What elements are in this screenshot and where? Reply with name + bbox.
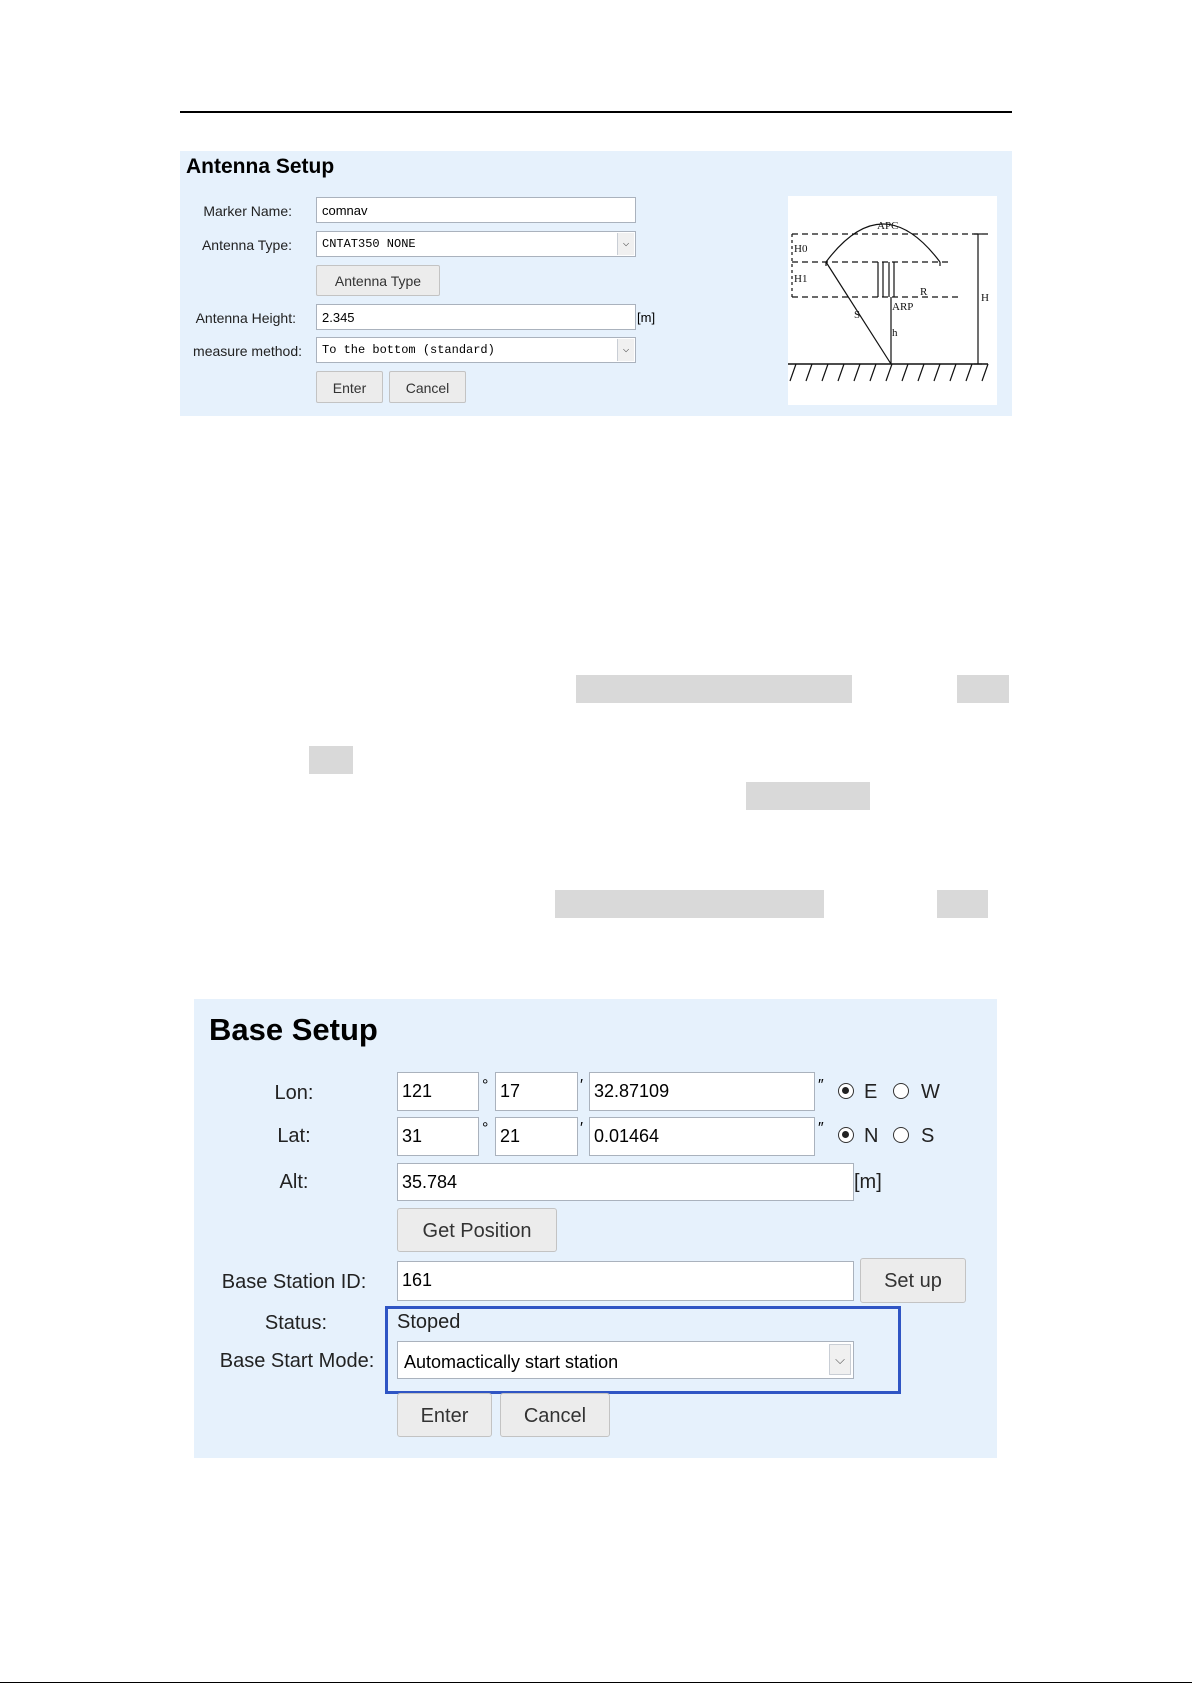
diagram-label-small-h: h xyxy=(892,327,898,339)
antenna-cancel-button[interactable]: Cancel xyxy=(389,371,466,403)
get-position-button[interactable]: Get Position xyxy=(397,1208,557,1252)
diagram-label-arp: ARP xyxy=(892,301,914,313)
base-start-mode-label: Base Start Mode: xyxy=(219,1350,375,1372)
redacted-text-block xyxy=(746,782,870,810)
base-station-id-input[interactable]: 161 xyxy=(397,1261,854,1301)
lon-degrees-input[interactable]: 121 xyxy=(397,1072,479,1111)
alt-unit: [m] xyxy=(854,1171,882,1193)
redacted-text-block xyxy=(957,675,1009,703)
lon-seconds-input[interactable]: 32.87109 xyxy=(589,1072,815,1111)
base-start-mode-value: Automactically start station xyxy=(404,1352,619,1372)
lon-east-label: E xyxy=(864,1081,878,1103)
diagram-label-apc: APC xyxy=(877,220,899,232)
diagram-label-big-h: H xyxy=(981,292,989,304)
lat-south-label: S xyxy=(921,1125,935,1147)
redacted-text-block xyxy=(309,746,353,774)
measure-method-label: measure method: xyxy=(193,343,302,359)
second-symbol: ″ xyxy=(818,1120,824,1137)
page-header-rule xyxy=(180,111,1012,113)
antenna-enter-button[interactable]: Enter xyxy=(316,371,383,403)
diagram-label-h1: H1 xyxy=(794,273,808,285)
degree-symbol: ° xyxy=(482,1120,489,1137)
antenna-type-label: Antenna Type: xyxy=(201,237,292,253)
lat-minutes-input[interactable]: 21 xyxy=(495,1117,578,1156)
diagram-label-s: S xyxy=(854,309,861,321)
page-footer-rule xyxy=(0,1682,1192,1683)
antenna-height-input[interactable]: 2.345 xyxy=(316,304,636,330)
lat-north-label: N xyxy=(864,1125,879,1147)
antenna-setup-title: Antenna Setup xyxy=(186,155,335,178)
measure-method-value: To the bottom (standard) xyxy=(322,343,495,357)
redacted-text-block xyxy=(576,675,852,703)
redacted-text-block xyxy=(937,890,988,918)
minute-symbol: ′ xyxy=(580,1120,583,1137)
chevron-down-icon: ⌵ xyxy=(617,339,634,361)
lon-minutes-input[interactable]: 17 xyxy=(495,1072,578,1111)
chevron-down-icon: ⌵ xyxy=(829,1344,851,1375)
minute-symbol: ′ xyxy=(580,1077,583,1094)
antenna-height-diagram xyxy=(788,196,997,405)
redacted-text-block xyxy=(555,890,824,918)
lat-south-radio[interactable] xyxy=(893,1127,909,1143)
degree-symbol: ° xyxy=(482,1077,489,1094)
status-value: Stoped xyxy=(397,1311,461,1333)
alt-input[interactable]: 35.784 xyxy=(397,1163,854,1201)
lat-label: Lat: xyxy=(277,1125,311,1147)
antenna-height-label: Antenna Height: xyxy=(195,310,296,326)
base-enter-button[interactable]: Enter xyxy=(397,1393,492,1437)
measure-method-select[interactable] xyxy=(316,337,636,363)
lon-east-radio[interactable] xyxy=(838,1083,854,1099)
antenna-type-select[interactable] xyxy=(316,231,636,257)
diagram-label-r: R xyxy=(920,286,928,298)
lon-west-label: W xyxy=(921,1081,940,1103)
lon-west-radio[interactable] xyxy=(893,1083,909,1099)
lat-north-radio[interactable] xyxy=(838,1127,854,1143)
lat-degrees-input[interactable]: 31 xyxy=(397,1117,479,1156)
marker-name-input[interactable]: comnav xyxy=(316,197,636,223)
second-symbol: ″ xyxy=(818,1077,824,1094)
antenna-diagram-svg xyxy=(788,196,997,405)
chevron-down-icon: ⌵ xyxy=(617,233,634,255)
base-setup-title: Base Setup xyxy=(209,1012,378,1047)
antenna-height-unit: [m] xyxy=(637,310,656,325)
highlight-annotation-box xyxy=(385,1306,901,1394)
base-cancel-button[interactable]: Cancel xyxy=(500,1393,610,1437)
antenna-type-value: CNTAT350 NONE xyxy=(322,237,416,251)
status-label: Status: xyxy=(264,1312,328,1334)
base-station-id-label: Base Station ID: xyxy=(221,1271,367,1293)
alt-label: Alt: xyxy=(279,1171,309,1193)
antenna-type-button[interactable]: Antenna Type xyxy=(316,265,440,296)
lat-seconds-input[interactable]: 0.01464 xyxy=(589,1117,815,1156)
set-up-button[interactable]: Set up xyxy=(860,1258,966,1303)
lon-label: Lon: xyxy=(274,1082,314,1104)
marker-name-label: Marker Name: xyxy=(203,203,292,219)
diagram-label-h0: H0 xyxy=(794,243,808,255)
